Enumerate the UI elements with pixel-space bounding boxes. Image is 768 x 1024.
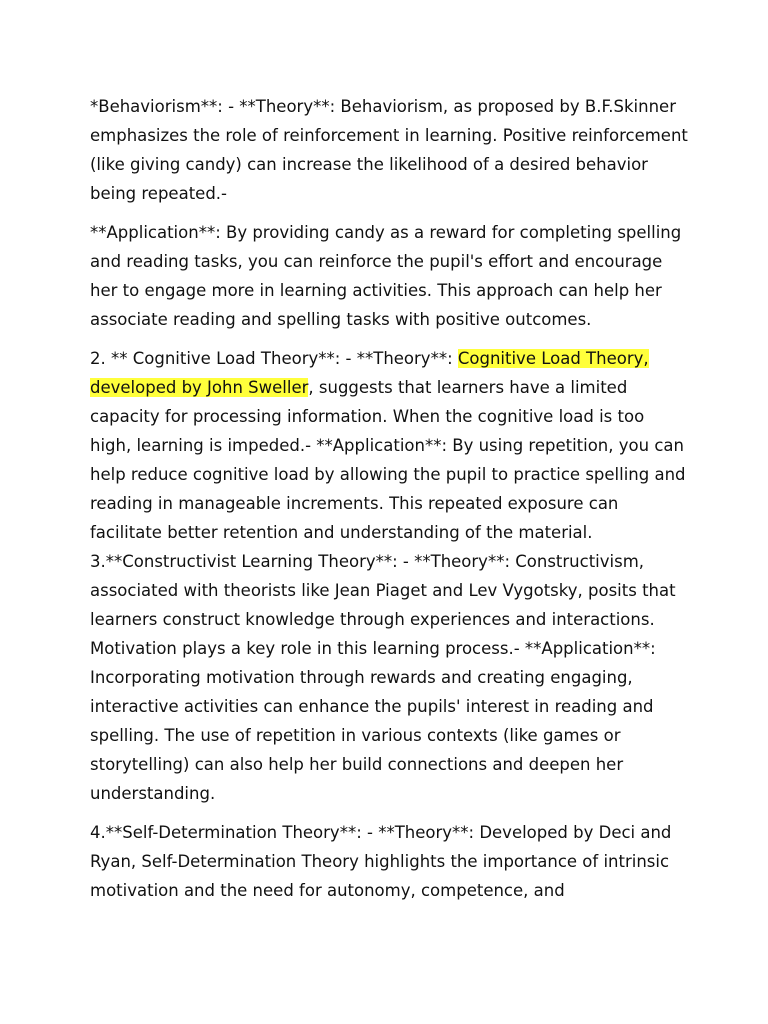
highlighted-text: Cognitive Load Theory, developed by John Sweller	[90, 349, 649, 397]
paragraph-self-determination: 4.**Self-Determination Theory**: - **Theory**: Developed by Deci and Ryan, Self-Determination Theory highlights the importance of intrinsic motivation and the need for autonomy, competence, and	[90, 823, 672, 900]
cognitive-load-intro: 2. ** Cognitive Load Theory**: - **Theory**:	[90, 349, 458, 368]
paragraph-constructivist: 3.**Constructivist Learning Theory**: - **Theory**: Constructivism, associated with theorists like Jean Piaget and Lev Vygotsky, posits that learners construct knowledge through experiences and interactions. Motivation plays a key role in this learning process.- **Application**: Incorporating motivation through rewards and creating engaging, interactive activities can enhance the pupils' interest in reading and spelling. The use of repetition in various contexts (like games or storytelling) can also help her build connections and deepen her understanding.	[90, 552, 676, 803]
document-page	[90, 92, 690, 905]
paragraph-behaviorism-application: **Application**: By providing candy as a reward for completing spelling and reading tasks, you can reinforce the pupil's effort and encourage her to engage more in learning activities. This approach can help her associate reading and spelling tasks with positive outcomes.	[90, 223, 682, 329]
paragraph-cognitive-load	[90, 344, 690, 547]
paragraph-behaviorism-theory: *Behaviorism**: - **Theory**: Behaviorism, as proposed by B.F.Skinner emphasizes the role of reinforcement in learning. Positive reinforcement (like giving candy) can increase the likelihood of a desired behavior being repeated.-	[90, 97, 688, 203]
cognitive-load-body: , suggests that learners have a limited capacity for processing information. When the cognitive load is too high, learning is impeded.- **Application**: By using repetition, you can help reduce cognitive load by allowing the pupil to practice spelling and reading in manageable increments. This repeated exposure can facilitate better retention and understanding of the material.	[90, 378, 686, 542]
